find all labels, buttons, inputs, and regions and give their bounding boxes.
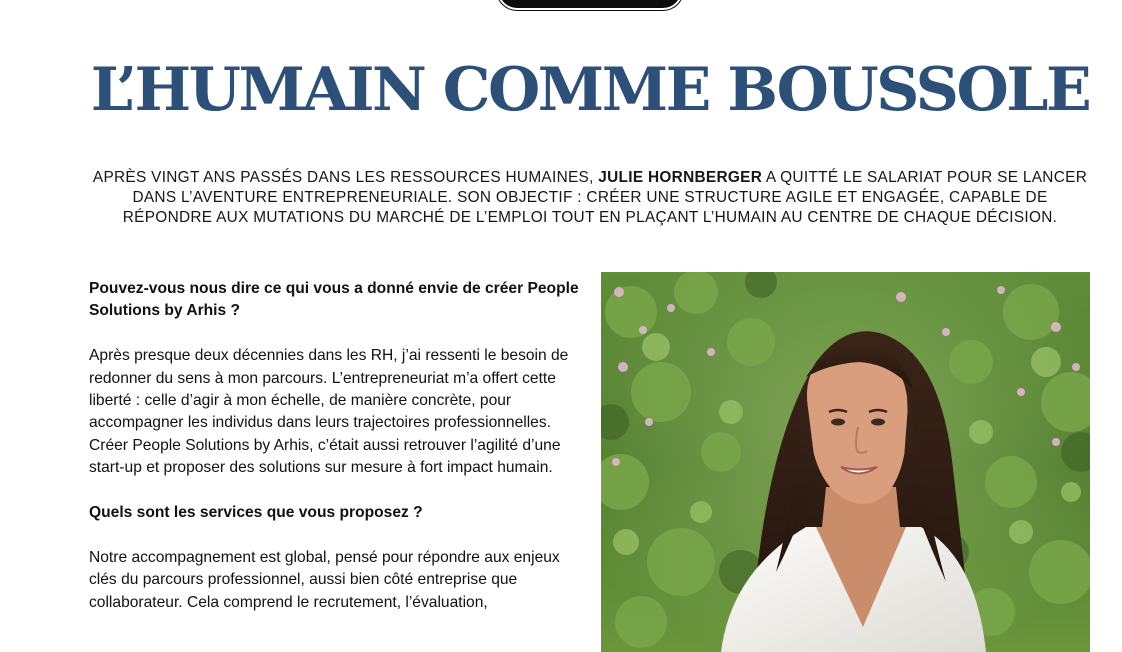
intro-text-end: A QUITTÉ LE SALARIAT POUR SE LANCER DANS L’AVENTURE ENTREPRENEURIALE. SON OBJECTIF : CRÉER UNE STRUCTURE AGILE ET ENGAGÉE, CAPABLE DE RÉPONDRE AUX MUTATIONS DU MARCHÉ DE L’EMPLOI TOUT EN PLAÇANT L’HUMAIN AU CENTRE DE CHAQUE DÉCISION.	[122, 169, 1088, 226]
intro-text-start: APRÈS VINGT ANS PASSÉS DANS LES RESSOURCES HUMAINES,	[92, 169, 599, 186]
answer-1: Après presque deux décennies dans les RH, j’ai ressenti le besoin de redonner du sens à mon parcours. L’entrepreneuriat m’a offert cette liberté : celle d’agir à mon échelle, de manière concrète, pour accompagner les individus dans leurs trajectoires professionnelles. Créer People Solutions by Arhis, c’était aussi retrouver l’agilité d’une start-up et proposer des solutions sur mesure à fort impact humain.	[89, 347, 569, 477]
article-title: L’HUMAIN COMME BOUSSOLE	[90, 55, 1090, 125]
top-section-tab	[499, 0, 681, 8]
question-2: Quels sont les services que vous proposez ?	[89, 504, 423, 522]
portrait-photo	[601, 272, 1090, 652]
article-body	[89, 278, 584, 636]
article-intro	[90, 168, 1090, 228]
question-1: Pouvez-vous nous dire ce qui vous a donné envie de créer People Solutions by Arhis ?	[89, 280, 579, 320]
answer-2: Notre accompagnement est global, pensé pour répondre aux enjeux clés du parcours professionnel, aussi bien côté entreprise que collaborateur. Cela comprend le recrutement, l’évaluation,	[89, 548, 560, 611]
interviewee-name: JULIE HORNBERGER	[598, 169, 763, 186]
